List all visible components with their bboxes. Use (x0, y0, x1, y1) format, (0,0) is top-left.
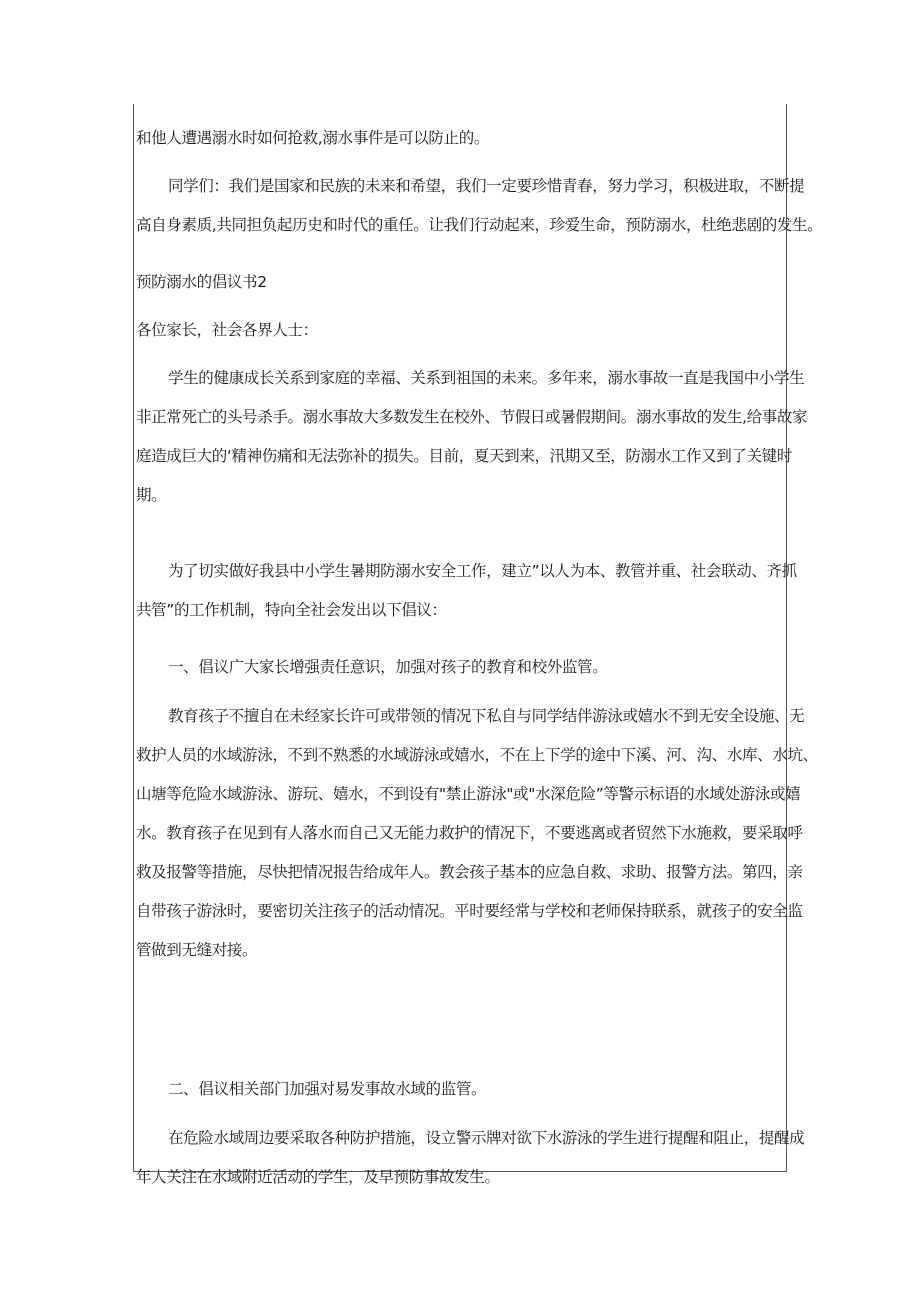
paragraph-background (136, 359, 808, 515)
text-line: 一、倡议广大家长增强责任意识，加强对孩子的教育和校外监管。 (168, 658, 608, 676)
text-line: 期。 (136, 486, 167, 504)
text-line: 共管”的工作机制，特向全社会发出以下倡议： (136, 601, 447, 619)
text-line: 救护人员的水域游泳，不到不熟悉的水域游泳或嬉水，不在上下学的途中下溪、河、沟、水库、水坑、 (136, 746, 818, 764)
text-line: 山塘等危险水域游泳、游玩、嬉水，不到设有"禁止游泳"或"水深危险”等警示标语的水域处游泳或嬉 (136, 785, 801, 803)
paragraph-students-appeal (136, 167, 823, 245)
proposal-heading-1 (136, 648, 786, 687)
proposal-heading-2 (136, 1070, 786, 1109)
text-line: 高自身素质,共同担负起历史和时代的重任。让我们行动起来，珍爱生命，预防溺水，杜绝悲剧的发生。 (136, 216, 823, 234)
text-line: 年人关注在水域附近活动的学生，及早预防事故发生。 (136, 1168, 500, 1186)
text-line: 非正常死亡的头号杀手。溺水事故大多数发生在校外、节假日或暑假期间。溺水事故的发生,给事故家 (136, 408, 808, 426)
text-line: 在危险水域周边要采取各种防护措施，设立警示牌对欲下水游泳的学生进行提醒和阻止，提醒成 (168, 1129, 805, 1147)
text-line: 教育孩子不擅自在未经家长许可或带领的情况下私自与同学结伴游泳或嬉水不到无安全设施、无 (168, 707, 805, 725)
text-line: 预防溺水的倡议书2 (136, 273, 267, 291)
text-line: 自带孩子游泳时，要密切关注孩子的活动情况。平时要经常与学校和老师保持联系，就孩子的安全监 (136, 902, 803, 920)
paragraph-parent-guidance (136, 697, 818, 970)
text-line: 管做到无缝对接。 (136, 941, 258, 959)
paragraph-department-supervision (136, 1119, 805, 1197)
salutation (136, 311, 786, 350)
text-line: 二、倡议相关部门加强对易发事故水域的监管。 (168, 1080, 487, 1098)
section-title (136, 263, 786, 302)
text-line: 为了切实做好我县中小学生暑期防溺水安全工作，建立”以人为本、教管并重、社会联动、齐抓 (168, 562, 797, 580)
text-line: 各位家长，社会各界人士： (136, 321, 318, 339)
text-line: 同学们：我们是国家和民族的未来和希望，我们一定要珍惜青春，努力学习，积极进取，不断提 (168, 177, 805, 195)
text-line: 庭造成巨大的‘精神伤痛和无法弥补的损失。目前，夏天到来，汛期又至，防溺水工作又到了关键时 (136, 447, 793, 465)
text-line: 和他人遭遇溺水时如何抢救,溺水事件是可以防止的。 (136, 129, 490, 147)
text-line: 水。教育孩子在见到有人落水而自己又无能力救护的情况下，不要逃离或者贸然下水施救，要采取呼 (136, 824, 803, 842)
text-line: 救及报警等措施，尽快把情况报告给成年人。教会孩子基本的应急自救、求助、报警方法。第四，亲 (136, 863, 803, 881)
paragraph-drowning-preventable (136, 119, 786, 158)
text-line: 学生的健康成长关系到家庭的幸福、关系到祖国的未来。多年来，溺水事故一直是我国中小学生 (168, 369, 805, 387)
paragraph-initiative (136, 552, 797, 630)
